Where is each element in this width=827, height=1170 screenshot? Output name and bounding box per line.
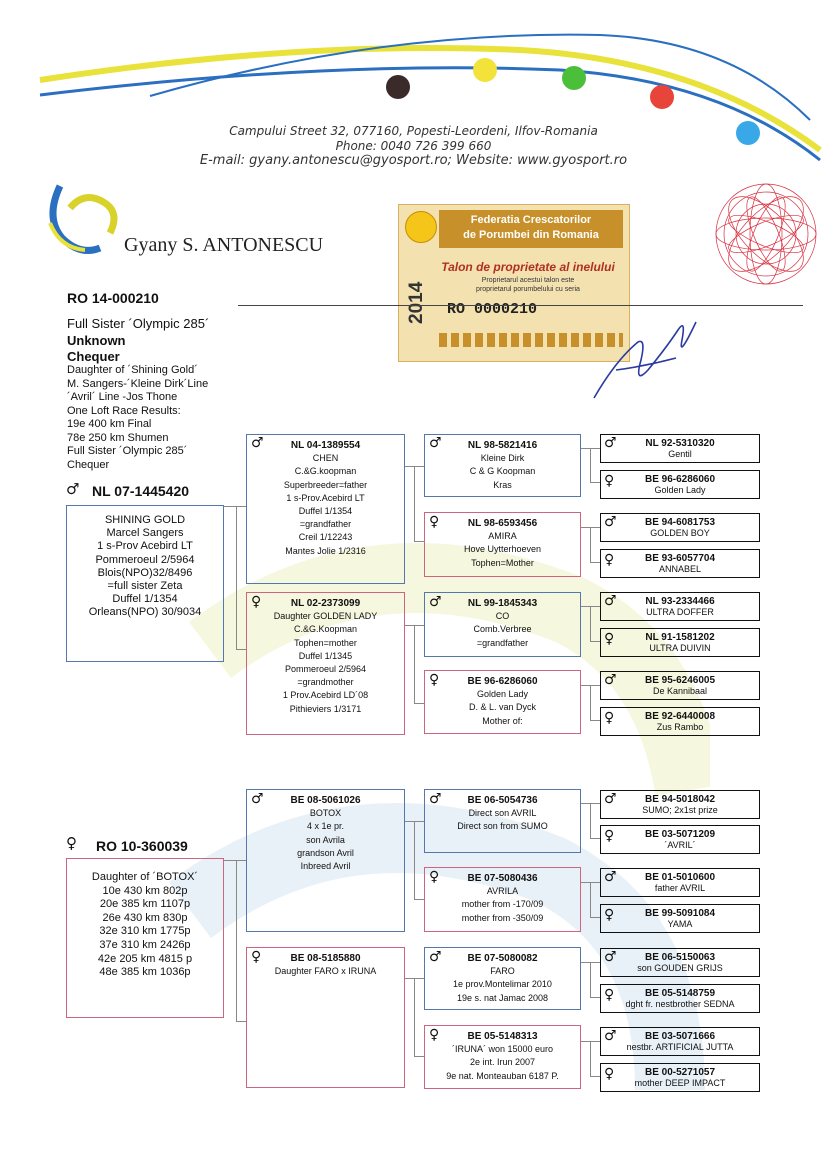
- male-icon: ♂: [66, 480, 80, 498]
- dam-line: 10e 430 km 802p: [102, 884, 188, 897]
- signature: [586, 300, 706, 410]
- gen4-line: Golden Lady: [654, 485, 706, 495]
- gen4-ring: BE 95-6246005: [644, 675, 716, 686]
- gen4-ring: BE 03-5071666: [644, 1031, 716, 1042]
- gen4-box[interactable]: [600, 984, 760, 1013]
- gen4-line: ULTRA DOFFER: [646, 607, 714, 617]
- gen3-ring: NL 98-5821416: [467, 440, 538, 451]
- gen4-ring: NL 91-1581202: [645, 632, 715, 643]
- male-icon: ♂: [604, 869, 617, 885]
- connector: [224, 860, 236, 861]
- connector: [590, 882, 600, 883]
- sire-line: SHINING GOLD: [104, 514, 186, 526]
- sire-line: Pommeroeul 2/5964: [95, 553, 195, 566]
- gen2-ring: NL 02-2373099: [290, 598, 361, 609]
- gen3-box[interactable]: [424, 592, 581, 657]
- gen4-box[interactable]: [600, 868, 760, 897]
- gen4-box[interactable]: [600, 513, 760, 542]
- female-icon: ♀: [251, 949, 262, 965]
- connector: [590, 606, 591, 641]
- gen3-box[interactable]: [424, 1025, 581, 1089]
- dam-ring: RO 10-360039: [96, 838, 188, 854]
- stamp-org-1: Federatia Crescatorilor: [470, 214, 592, 226]
- gen2-ring: BE 08-5061026: [290, 795, 361, 806]
- male-icon: ♂: [429, 435, 442, 451]
- gen3-line: mother from -170/09: [461, 899, 544, 910]
- bird-detail: 78e 250 km Shumen: [67, 431, 169, 444]
- stamp-org-2: de Porumbei din Romania: [463, 229, 599, 241]
- male-icon: ♂: [429, 949, 442, 965]
- female-icon: ♀: [429, 672, 440, 688]
- gen4-box[interactable]: [600, 549, 760, 578]
- sire-line: Duffel 1/1354: [112, 593, 178, 606]
- sire-line: Orleans(NPO) 30/9034: [88, 606, 202, 619]
- stamp-sub-2: proprietarul porumbelului cu seria: [476, 286, 580, 293]
- contact-line: E-mail: gyany.antonescu@gyosport.ro; Website: www.gyosport.ro: [199, 153, 628, 168]
- gen3-ring: NL 98-6593456: [467, 518, 538, 529]
- bird-detail: Full Sister ´Olympic 285´: [67, 445, 188, 457]
- connector: [590, 997, 600, 998]
- gen3-box[interactable]: [424, 434, 581, 497]
- connector: [581, 882, 590, 883]
- connector: [414, 703, 424, 704]
- gen4-line: dght fr. nestbrother SEDNA: [625, 999, 735, 1009]
- female-icon: ♀: [604, 1066, 615, 1082]
- connector: [581, 527, 590, 528]
- sire-line: Blois(NPO)32/8496: [97, 566, 193, 579]
- bird-name: Full Sister ´Olympic 285´: [67, 316, 210, 331]
- connector: [590, 685, 591, 720]
- gen4-line: father AVRIL: [654, 883, 706, 893]
- female-icon: ♀: [251, 594, 262, 610]
- connector: [590, 917, 600, 918]
- gen4-box[interactable]: [600, 592, 760, 621]
- gen2-box[interactable]: [246, 947, 405, 1088]
- gen4-line: De Kannibaal: [652, 686, 708, 696]
- gen4-ring: BE 06-5150063: [644, 952, 716, 963]
- connector: [590, 882, 591, 917]
- connector: [590, 1041, 591, 1076]
- stamp-ring: RO 0000210: [447, 301, 538, 318]
- stamp-title: Talon de proprietate al inelului: [441, 260, 615, 274]
- gen2-line: Creil 1/12243: [298, 532, 353, 543]
- gen2-line: C.&G.koopman: [294, 466, 357, 477]
- connector: [414, 466, 415, 541]
- connector: [581, 1041, 590, 1042]
- connector: [236, 506, 246, 507]
- gen4-ring: BE 00-5271057: [644, 1067, 716, 1078]
- gen3-ring: BE 06-5054736: [467, 795, 538, 806]
- gen3-box[interactable]: [424, 789, 581, 853]
- sire-ring: NL 07-1445420: [92, 483, 190, 499]
- gen2-line: C.&G.Koopman: [293, 624, 358, 635]
- brand-logo: [40, 178, 125, 258]
- gen3-line: Mother of:: [482, 715, 523, 726]
- connector: [590, 962, 591, 997]
- gen4-box[interactable]: [600, 434, 760, 463]
- sire-box[interactable]: [66, 505, 224, 662]
- gen4-box[interactable]: [600, 904, 760, 933]
- gen3-line: =grandfather: [476, 637, 529, 648]
- stamp-year: 2014: [406, 281, 427, 324]
- connector: [590, 448, 600, 449]
- gen2-line: Duffel 1/1354: [298, 506, 353, 517]
- gen4-ring: BE 92-6440008: [644, 711, 716, 722]
- bird-sex: Unknown: [67, 333, 126, 348]
- connector: [224, 506, 236, 507]
- gen3-line: 9e nat. Monteauban 6187 P.: [446, 1070, 559, 1081]
- gen2-line: =grandmother: [297, 677, 354, 688]
- gen4-ring: BE 96-6286060: [644, 474, 716, 485]
- female-icon: ♀: [604, 631, 615, 647]
- gen4-line: YAMA: [667, 919, 693, 929]
- gen3-line: Direct son from SUMO: [457, 821, 548, 832]
- gen4-line: GOLDEN BOY: [650, 528, 710, 538]
- brand-name: Gyany S. ANTONESCU: [124, 234, 324, 256]
- male-icon: ♂: [604, 435, 617, 451]
- connector: [590, 685, 600, 686]
- connector: [581, 685, 590, 686]
- gen2-line: son Avrila: [306, 834, 345, 845]
- gen3-box[interactable]: [424, 512, 581, 577]
- female-icon: ♀: [604, 552, 615, 568]
- male-icon: ♂: [604, 1028, 617, 1044]
- gen4-box[interactable]: [600, 948, 760, 977]
- gen2-line: BOTOX: [309, 808, 342, 819]
- female-icon: ♀: [429, 869, 440, 885]
- gen3-line: Golden Lady: [476, 689, 529, 700]
- connector: [405, 625, 414, 626]
- gen4-box[interactable]: [600, 1063, 760, 1092]
- bird-ring: RO 14-000210: [67, 290, 159, 306]
- bird-detail: Daughter of ´Shining Gold´: [67, 364, 198, 376]
- gen2-box[interactable]: [246, 434, 405, 584]
- gen4-box[interactable]: [600, 470, 760, 499]
- gen2-line: 1 Prov.Acebird LD´08: [282, 690, 369, 701]
- connector: [236, 649, 246, 650]
- gen4-box[interactable]: [600, 825, 760, 854]
- connector: [590, 562, 600, 563]
- gen3-ring: NL 99-1845343: [467, 598, 538, 609]
- connector: [590, 641, 600, 642]
- dam-line: 26e 430 km 830p: [102, 911, 188, 924]
- gen4-ring: BE 93-6057704: [644, 553, 716, 564]
- gen3-line: FARO: [490, 966, 515, 977]
- phone-line: Phone: 0040 726 399 660: [335, 139, 492, 153]
- connector: [236, 1021, 246, 1022]
- gen3-ring: BE 96-6286060: [467, 676, 538, 687]
- gen4-ring: BE 99-5091084: [644, 908, 716, 919]
- connector: [414, 978, 415, 1056]
- connector: [590, 482, 600, 483]
- gen2-line: Daughter GOLDEN LADY: [273, 611, 378, 622]
- female-icon: ♀: [429, 1027, 440, 1043]
- male-icon: ♂: [429, 791, 442, 807]
- dam-line: 42e 205 km 4815 p: [97, 952, 193, 965]
- gen2-line: grandson Avril: [297, 847, 354, 858]
- bird-color: Chequer: [67, 349, 120, 364]
- connector: [581, 803, 590, 804]
- connector: [590, 962, 600, 963]
- gen3-line: CO: [495, 611, 510, 622]
- dam-line: 32e 310 km 1775p: [99, 925, 191, 938]
- gen3-line: AMIRA: [488, 531, 517, 542]
- gen3-line: Kras: [493, 479, 512, 490]
- gen3-box[interactable]: [424, 867, 581, 932]
- female-icon: ♀: [604, 473, 615, 489]
- gen4-ring: BE 01-5010600: [644, 872, 716, 883]
- connector: [405, 978, 414, 979]
- connector: [414, 625, 415, 703]
- connector: [590, 527, 600, 528]
- bird-detail: Chequer: [67, 458, 110, 471]
- female-icon: ♀: [604, 987, 615, 1003]
- bird-details: [67, 364, 237, 472]
- connector: [590, 606, 600, 607]
- gen3-box[interactable]: [424, 947, 581, 1010]
- gen3-ring: BE 07-5080082: [467, 953, 538, 964]
- male-icon: ♂: [251, 435, 264, 451]
- gen4-line: son GOUDEN GRIJS: [637, 963, 723, 973]
- gen3-line: 2e int. Irun 2007: [469, 1057, 536, 1068]
- gen4-ring: NL 92-5310320: [645, 438, 715, 449]
- dam-line: 20e 385 km 1107p: [99, 898, 191, 911]
- gen3-line: Direct son AVRIL: [468, 808, 537, 819]
- connector: [405, 821, 414, 822]
- gen4-line: Gentil: [668, 449, 692, 459]
- connector: [414, 466, 424, 467]
- gen3-line: mother from -350/09: [461, 912, 544, 923]
- gen3-line: 1e prov.Montelimar 2010: [453, 979, 552, 990]
- stamp-sub-1: Proprietarul acestui talon este: [481, 277, 575, 284]
- gen4-line: Zus Rambo: [656, 722, 704, 732]
- gen3-line: ´IRUNA´ won 15000 euro: [451, 1044, 554, 1055]
- dam-line: 48e 385 km 1036p: [99, 966, 191, 979]
- connector: [590, 803, 591, 838]
- connector: [590, 527, 591, 562]
- gen2-line: 4 x 1e pr.: [306, 821, 345, 832]
- gen3-line: AVRILA: [486, 886, 519, 897]
- connector: [590, 1041, 600, 1042]
- gen2-line: Tophen=mother: [294, 637, 357, 648]
- connector: [236, 860, 246, 861]
- male-icon: ♂: [604, 791, 617, 807]
- gen4-box[interactable]: [600, 671, 760, 700]
- gen3-line: Hove Uytterhoeven: [463, 544, 542, 555]
- bird-detail: 19e 400 km Final: [67, 418, 152, 430]
- gen2-box[interactable]: [246, 789, 405, 932]
- sire-line: =full sister Zeta: [107, 580, 183, 593]
- gen4-line: ULTRA DUIVIN: [649, 643, 711, 653]
- federation-emblem: [405, 211, 437, 243]
- bird-detail: ´Avril´ Line -Jos Thone: [67, 391, 178, 403]
- connector: [414, 1056, 424, 1057]
- connector: [414, 899, 424, 900]
- dam-box[interactable]: [66, 858, 224, 1018]
- gen2-box[interactable]: [246, 592, 405, 735]
- male-icon: ♂: [604, 672, 617, 688]
- connector: [414, 541, 424, 542]
- male-icon: ♂: [604, 593, 617, 609]
- gen2-line: Daughter FARO x IRUNA: [274, 966, 377, 977]
- male-icon: ♂: [604, 514, 617, 530]
- gen2-line: =grandfather: [299, 519, 352, 530]
- gen4-line: ´AVRIL´: [664, 840, 696, 850]
- connector: [581, 448, 590, 449]
- connector: [405, 466, 414, 467]
- gen4-line: nestbr. ARTIFICIAL JUTTA: [626, 1042, 734, 1052]
- gen4-ring: BE 94-5018042: [644, 794, 716, 805]
- connector: [414, 821, 415, 899]
- connector: [590, 448, 591, 482]
- gen2-line: Inbreed Avril: [300, 861, 351, 872]
- address-line: Campului Street 32, 077160, Popesti-Leordeni, Ilfov-Romania: [229, 124, 598, 138]
- connector: [414, 978, 424, 979]
- connector: [590, 1076, 600, 1077]
- gen3-box[interactable]: [424, 670, 581, 734]
- gen4-ring: BE 03-5071209: [644, 829, 716, 840]
- gen2-line: CHEN: [312, 453, 339, 464]
- gen3-line: Kleine Dirk: [480, 453, 525, 464]
- gen2-line: Mantes Jolie 1/2316: [285, 545, 366, 556]
- header-rule: [238, 305, 803, 306]
- dam-line: 37e 310 km 2426p: [99, 938, 191, 951]
- gen3-ring: BE 07-5080436: [467, 873, 538, 884]
- gen4-line: ANNABEL: [658, 564, 702, 574]
- connector: [590, 803, 600, 804]
- female-icon: ♀: [66, 834, 77, 852]
- connector: [590, 720, 600, 721]
- gen3-line: 19e s. nat Jamac 2008: [456, 992, 549, 1003]
- gen2-line: Pithieviers 1/3171: [289, 703, 362, 714]
- gen3-line: C & G Koopman: [469, 466, 536, 477]
- male-icon: ♂: [604, 949, 617, 965]
- connector: [236, 860, 237, 1021]
- sire-line: Marcel Sangers: [106, 527, 184, 540]
- gen4-box[interactable]: [600, 1027, 760, 1056]
- connector: [414, 821, 424, 822]
- female-icon: ♀: [604, 828, 615, 844]
- female-icon: ♀: [604, 907, 615, 923]
- gen4-box[interactable]: [600, 790, 760, 819]
- gen4-ring: BE 05-5148759: [644, 988, 716, 999]
- gen4-ring: NL 93-2334466: [645, 596, 715, 607]
- gen4-line: mother DEEP IMPACT: [634, 1078, 726, 1088]
- gen2-ring: NL 04-1389554: [290, 440, 361, 451]
- male-icon: ♂: [251, 791, 264, 807]
- female-icon: ♀: [429, 514, 440, 530]
- gen4-ring: BE 94-6081753: [644, 517, 716, 528]
- sire-line: 1 s-Prov Acebird LT: [97, 540, 193, 553]
- gen2-line: Superbreeder=father: [283, 479, 368, 490]
- bird-detail: One Loft Race Results:: [67, 404, 181, 417]
- female-icon: ♀: [604, 710, 615, 726]
- dam-line: Daughter of ´BOTOX´: [91, 871, 199, 883]
- connector: [581, 606, 590, 607]
- gen3-ring: BE 05-5148313: [467, 1031, 538, 1042]
- connector: [590, 838, 600, 839]
- gen2-line: 1 s-Prov.Acebird LT: [286, 492, 365, 503]
- gen2-line: Pommeroeul 2/5964: [284, 664, 367, 675]
- male-icon: ♂: [429, 594, 442, 610]
- gen4-line: SUMO; 2x1st prize: [642, 805, 718, 815]
- red-seal: [712, 180, 820, 288]
- gen3-line: Tophen=Mother: [471, 557, 534, 568]
- gen2-line: Duffel 1/1345: [298, 650, 353, 661]
- connector: [236, 506, 237, 649]
- bird-detail: M. Sangers-´Kleine Dirk´Line: [67, 377, 209, 390]
- gen3-line: Comb.Verbree: [473, 624, 532, 635]
- gen4-box[interactable]: [600, 707, 760, 736]
- gen2-ring: BE 08-5185880: [290, 953, 361, 964]
- connector: [414, 625, 424, 626]
- gen3-line: D. & L. van Dyck: [468, 702, 537, 713]
- gen4-box[interactable]: [600, 628, 760, 657]
- connector: [581, 962, 590, 963]
